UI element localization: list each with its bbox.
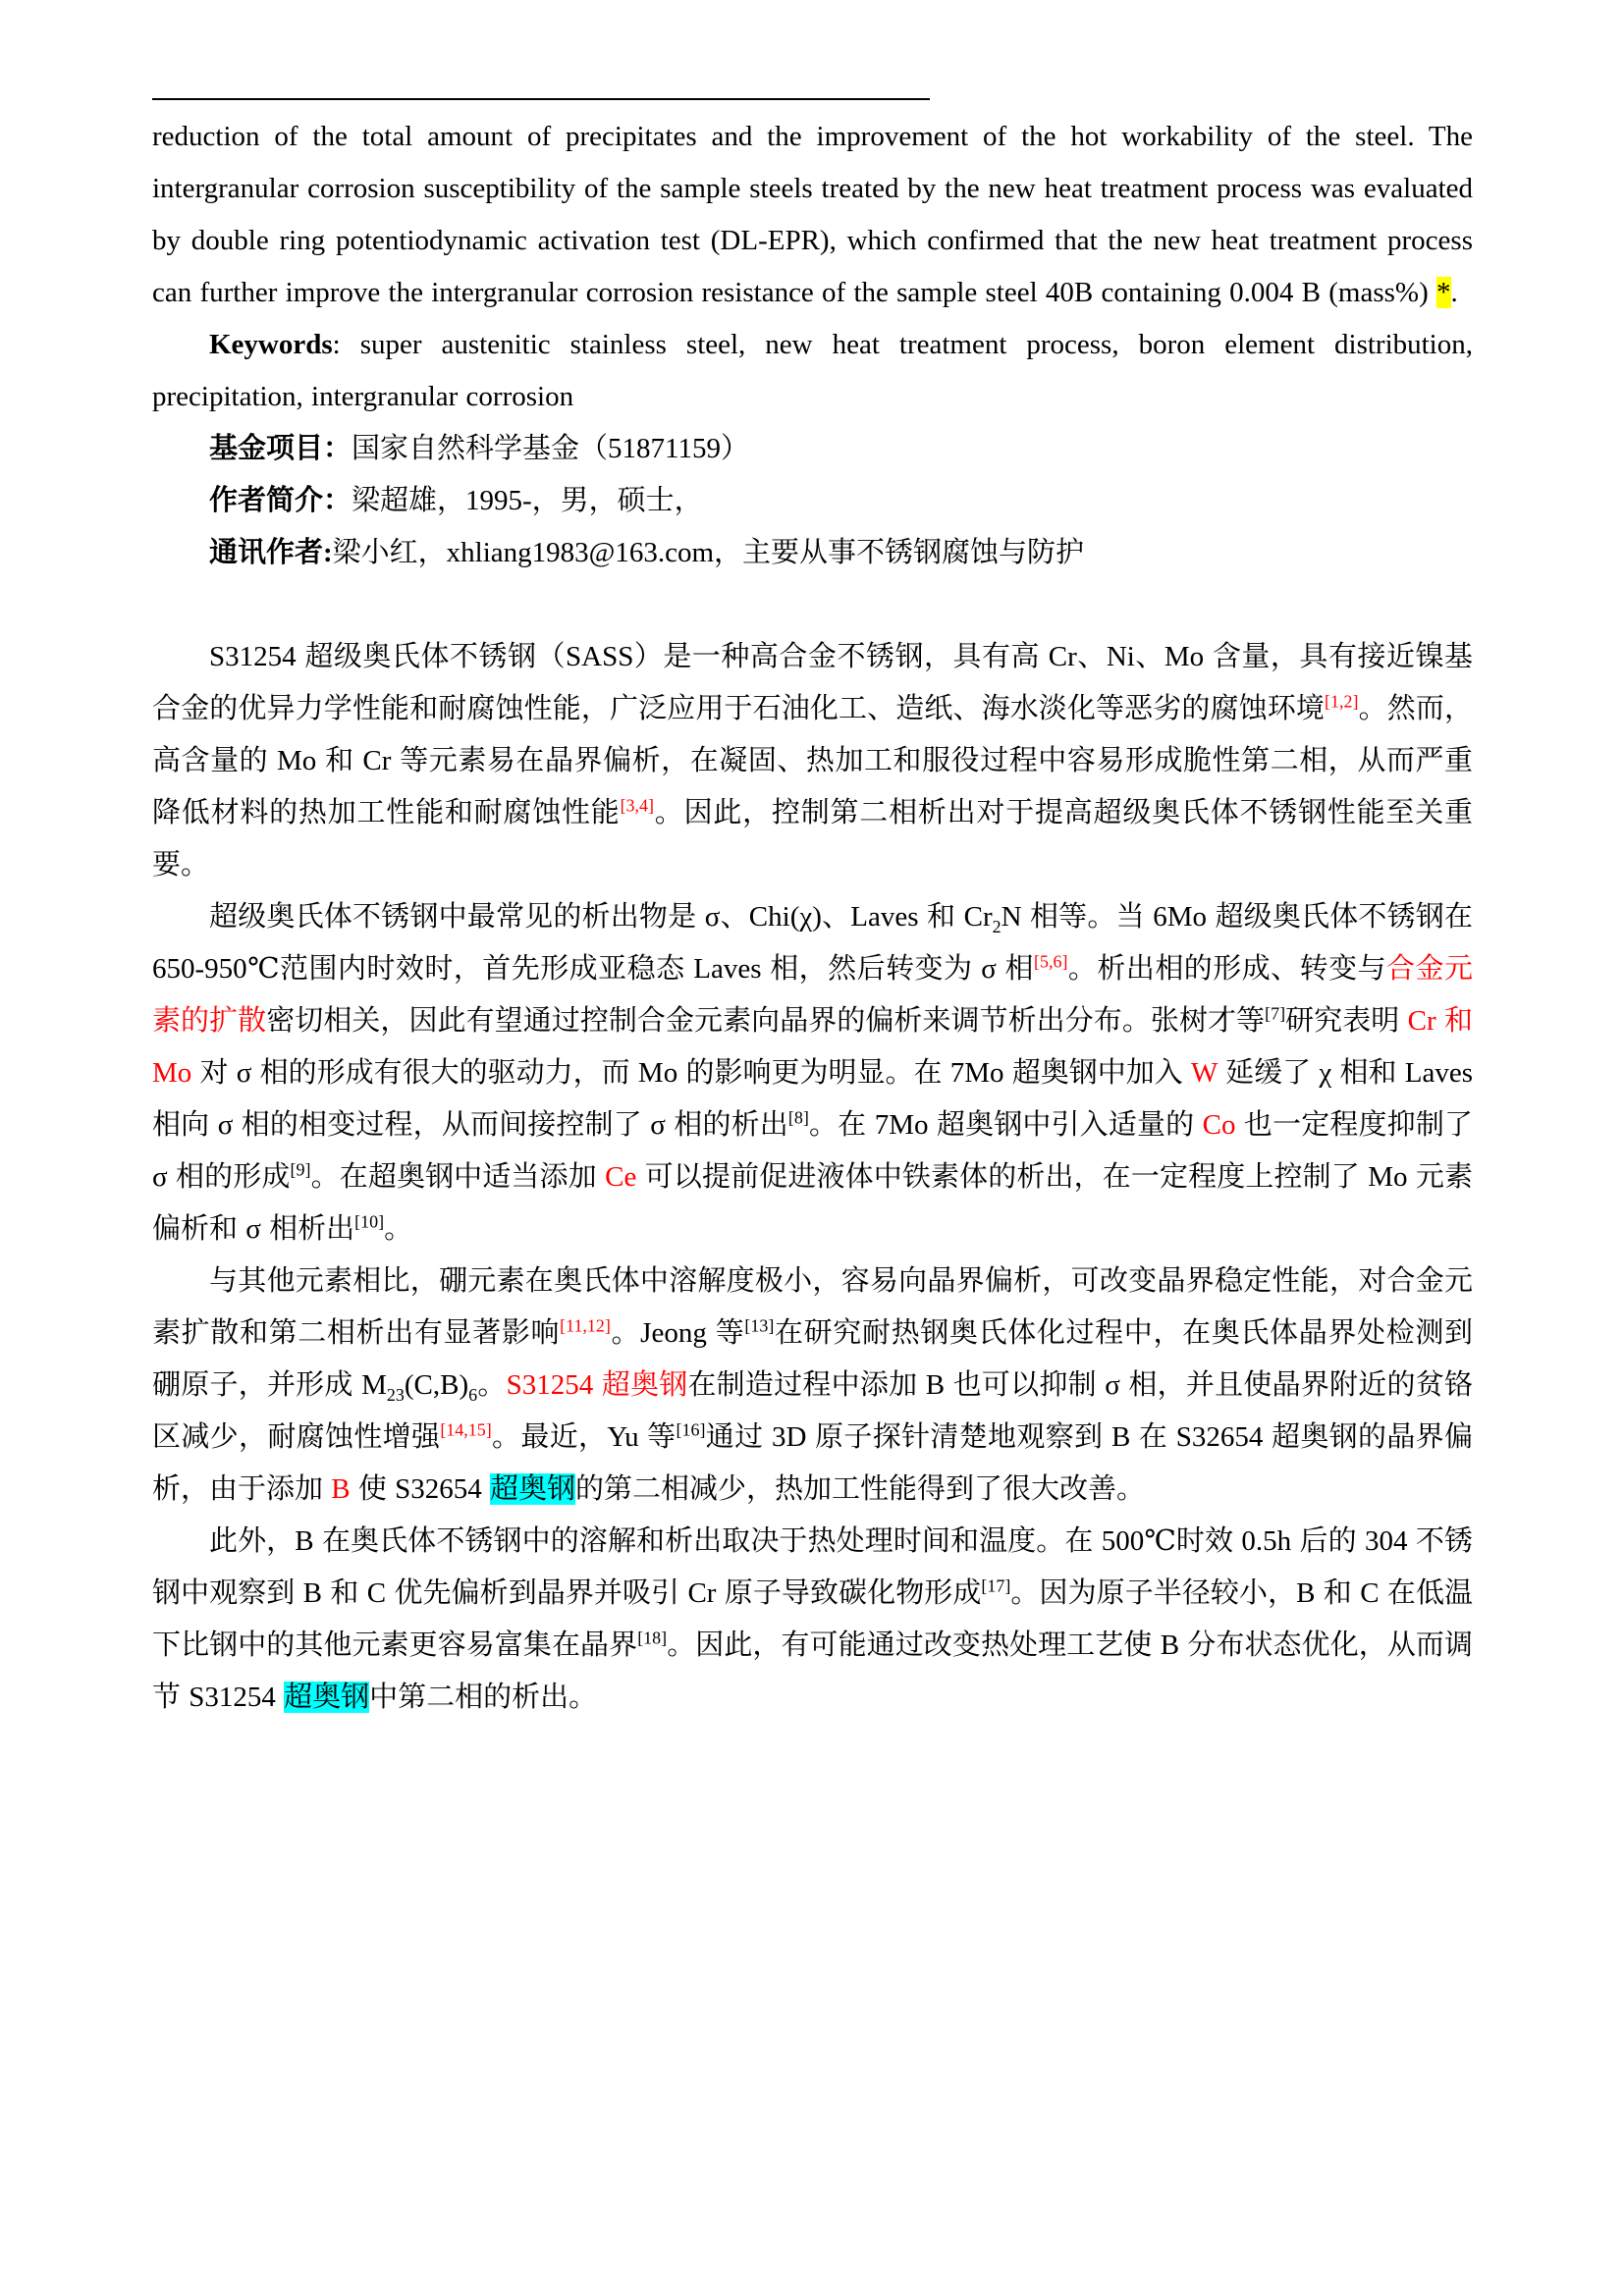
text-run: 梁超雄，1995-，男，硕士， bbox=[352, 485, 703, 516]
corresponding-author-line bbox=[152, 527, 1473, 579]
text-run: 此外，B 在奥氏体不锈钢中的溶解和析出取决于热处理时间和温度。在 500℃时效 0.5h 后的 304 不锈钢中观察到 B 和 C 优先偏析到晶界并吸引 Cr 原子导致碳化物形成 bbox=[152, 1525, 1473, 1609]
colored-text-run: [5,6] bbox=[1034, 951, 1068, 972]
text-run: 。在 7Mo 超奥钢中引入适量的 bbox=[808, 1109, 1203, 1141]
colored-text-run: [14,15] bbox=[440, 1419, 492, 1440]
text-run: . bbox=[1450, 277, 1458, 308]
text-run: 使 S32654 bbox=[350, 1473, 490, 1505]
highlighted-text-run: 超奥钢 bbox=[490, 1473, 576, 1505]
text-run: Keywords bbox=[209, 329, 333, 360]
colored-text-run: Ce bbox=[605, 1161, 637, 1193]
text-run: 。最近，Yu 等 bbox=[491, 1421, 677, 1453]
page-content bbox=[152, 111, 1473, 1724]
funding-line bbox=[152, 423, 1473, 475]
text-run: [7] bbox=[1265, 1003, 1286, 1024]
text-run: 。因为原子半径较小，B 和 C 在低温下比钢中的其他元素更容易富集在晶界 bbox=[152, 1577, 1474, 1661]
text-run: [9] bbox=[290, 1159, 311, 1180]
colored-text-run: [11,12] bbox=[560, 1315, 611, 1336]
text-run: 与其他元素相比，硼元素在奥氏体中溶解度极小，容易向晶界偏析，可改变晶界稳定性能，对合金元素扩散和第二相析出有显著影响 bbox=[152, 1265, 1473, 1349]
text-run: reduction of the total amount of precipitates and the improvement of the hot workability of the steel. The intergranular corrosion susceptibility of the sample steels treated by the new heat treatment process was evaluated by double ring potentiodynamic activation test (DL-EPR), which confirmed that the new heat treatment process can further improve the intergranular corrosion resistance of the sample steel 40B containing 0.004 B (mass%) bbox=[152, 121, 1473, 308]
body-paragraph-3 bbox=[152, 1255, 1473, 1516]
text-run: 超级奥氏体不锈钢中最常见的析出物是 σ、Chi(χ)、Laves 和 Cr bbox=[209, 901, 993, 933]
text-run: N 相等。当 6Mo 超级奥氏体不锈钢在 650-950℃范围内时效时，首先形成亚稳态 Laves 相，然后转变为 σ 相 bbox=[152, 901, 1474, 985]
text-run: 作者简介： bbox=[209, 485, 352, 516]
text-run: 通过 3D 原子探针清楚地观察到 B 在 S32654 超奥钢的晶界偏析，由于添加 bbox=[152, 1421, 1473, 1505]
text-run: 。在超奥钢中适当添加 bbox=[310, 1161, 606, 1193]
text-run: 6 bbox=[468, 1384, 478, 1405]
text-run: 。 bbox=[384, 1213, 413, 1245]
text-run: 基金项目： bbox=[209, 433, 352, 464]
highlighted-text-run: 超奥钢 bbox=[284, 1682, 370, 1713]
text-run: S31254 超级奥氏体不锈钢（SASS）是一种高合金不锈钢，具有高 Cr、Ni、Mo 含量，具有接近镍基合金的优异力学性能和耐腐蚀性能，广泛应用于石油化工、造纸、海水淡化等恶劣的腐蚀环境 bbox=[152, 641, 1473, 724]
text-run: 也一定程度抑制了 σ 相的形成 bbox=[152, 1109, 1473, 1193]
author-bio-line bbox=[152, 475, 1473, 527]
text-run: (C,B) bbox=[404, 1369, 469, 1401]
colored-text-run: Cr 和 Mo bbox=[152, 1005, 1473, 1089]
text-run: 梁小红，xhliang1983@163.com，主要从事不锈钢腐蚀与防护 bbox=[332, 537, 1085, 568]
text-run: [17] bbox=[981, 1575, 1011, 1596]
text-run: 。因此，有可能通过改变热处理工艺使 B 分布状态优化，从而调节 S31254 bbox=[152, 1629, 1473, 1713]
text-run: 的第二相减少，热加工性能得到了很大改善。 bbox=[575, 1473, 1146, 1505]
text-run: 国家自然科学基金（51871159） bbox=[352, 433, 749, 464]
text-run: 对 σ 相的形成有很大的驱动力，而 Mo 的影响更为明显。在 7Mo 超奥钢中加入 bbox=[191, 1057, 1192, 1089]
text-run: 在研究耐热钢奥氏体化过程中，在奥氏体晶界处检测到硼原子，并形成 M bbox=[152, 1317, 1473, 1401]
colored-text-run: Co bbox=[1202, 1109, 1236, 1141]
highlighted-text-run: * bbox=[1436, 277, 1451, 308]
body-paragraph-1 bbox=[152, 631, 1473, 891]
body-paragraph-4 bbox=[152, 1516, 1473, 1724]
text-run: 在制造过程中添加 B 也可以抑制 σ 相，并且使晶界附近的贫铬区减少，耐腐蚀性增强 bbox=[152, 1369, 1473, 1453]
colored-text-run: [1,2] bbox=[1325, 691, 1359, 712]
colored-text-run: [3,4] bbox=[620, 795, 654, 816]
text-run: 。析出相的形成、转变与 bbox=[1067, 953, 1387, 985]
abstract-paragraph bbox=[152, 111, 1473, 319]
text-run: 密切相关，因此有望通过控制合金元素向晶界的偏析来调节析出分布。张树才等 bbox=[266, 1005, 1266, 1037]
colored-text-run: W bbox=[1191, 1057, 1218, 1089]
body-paragraph-2 bbox=[152, 891, 1473, 1255]
text-run: [8] bbox=[787, 1107, 809, 1128]
text-run: 可以提前促进液体中铁素体的析出，在一定程度上控制了 Mo 元素偏析和 σ 相析出 bbox=[152, 1161, 1473, 1245]
text-run: 。Jeong 等 bbox=[610, 1317, 745, 1349]
text-run: 延缓了 χ 相和 Laves 相向 σ 相的相变过程，从而间接控制了 σ 相的析出 bbox=[152, 1057, 1473, 1141]
header-rule bbox=[152, 98, 930, 100]
text-run: 2 bbox=[992, 916, 1001, 936]
text-run: 中第二相的析出。 bbox=[369, 1682, 598, 1713]
text-run: : super austenitic stainless steel, new heat treatment process, boron element distribution, precipitation, intergranular corrosion bbox=[152, 329, 1473, 412]
colored-text-run: 合金元素的扩散 bbox=[152, 953, 1473, 1037]
text-run: 。 bbox=[477, 1369, 507, 1401]
text-run: [13] bbox=[744, 1315, 775, 1336]
colored-text-run: S31254 超奥钢 bbox=[506, 1369, 688, 1401]
text-run: 通讯作者: bbox=[209, 537, 333, 568]
colored-text-run: B bbox=[331, 1473, 351, 1505]
keywords-paragraph bbox=[152, 319, 1473, 423]
text-run: 研究表明 bbox=[1285, 1005, 1408, 1037]
text-run: 。因此，控制第二相析出对于提高超级奥氏体不锈钢性能至关重要。 bbox=[152, 797, 1473, 881]
text-run: 。然而，高含量的 Mo 和 Cr 等元素易在晶界偏析，在凝固、热加工和服役过程中容易形成脆性第二相，从而严重降低材料的热加工性能和耐腐蚀性能 bbox=[152, 693, 1473, 828]
text-run: [18] bbox=[637, 1628, 668, 1648]
text-run: 23 bbox=[386, 1384, 405, 1405]
text-run: [10] bbox=[354, 1211, 385, 1232]
text-run: [16] bbox=[676, 1419, 706, 1440]
